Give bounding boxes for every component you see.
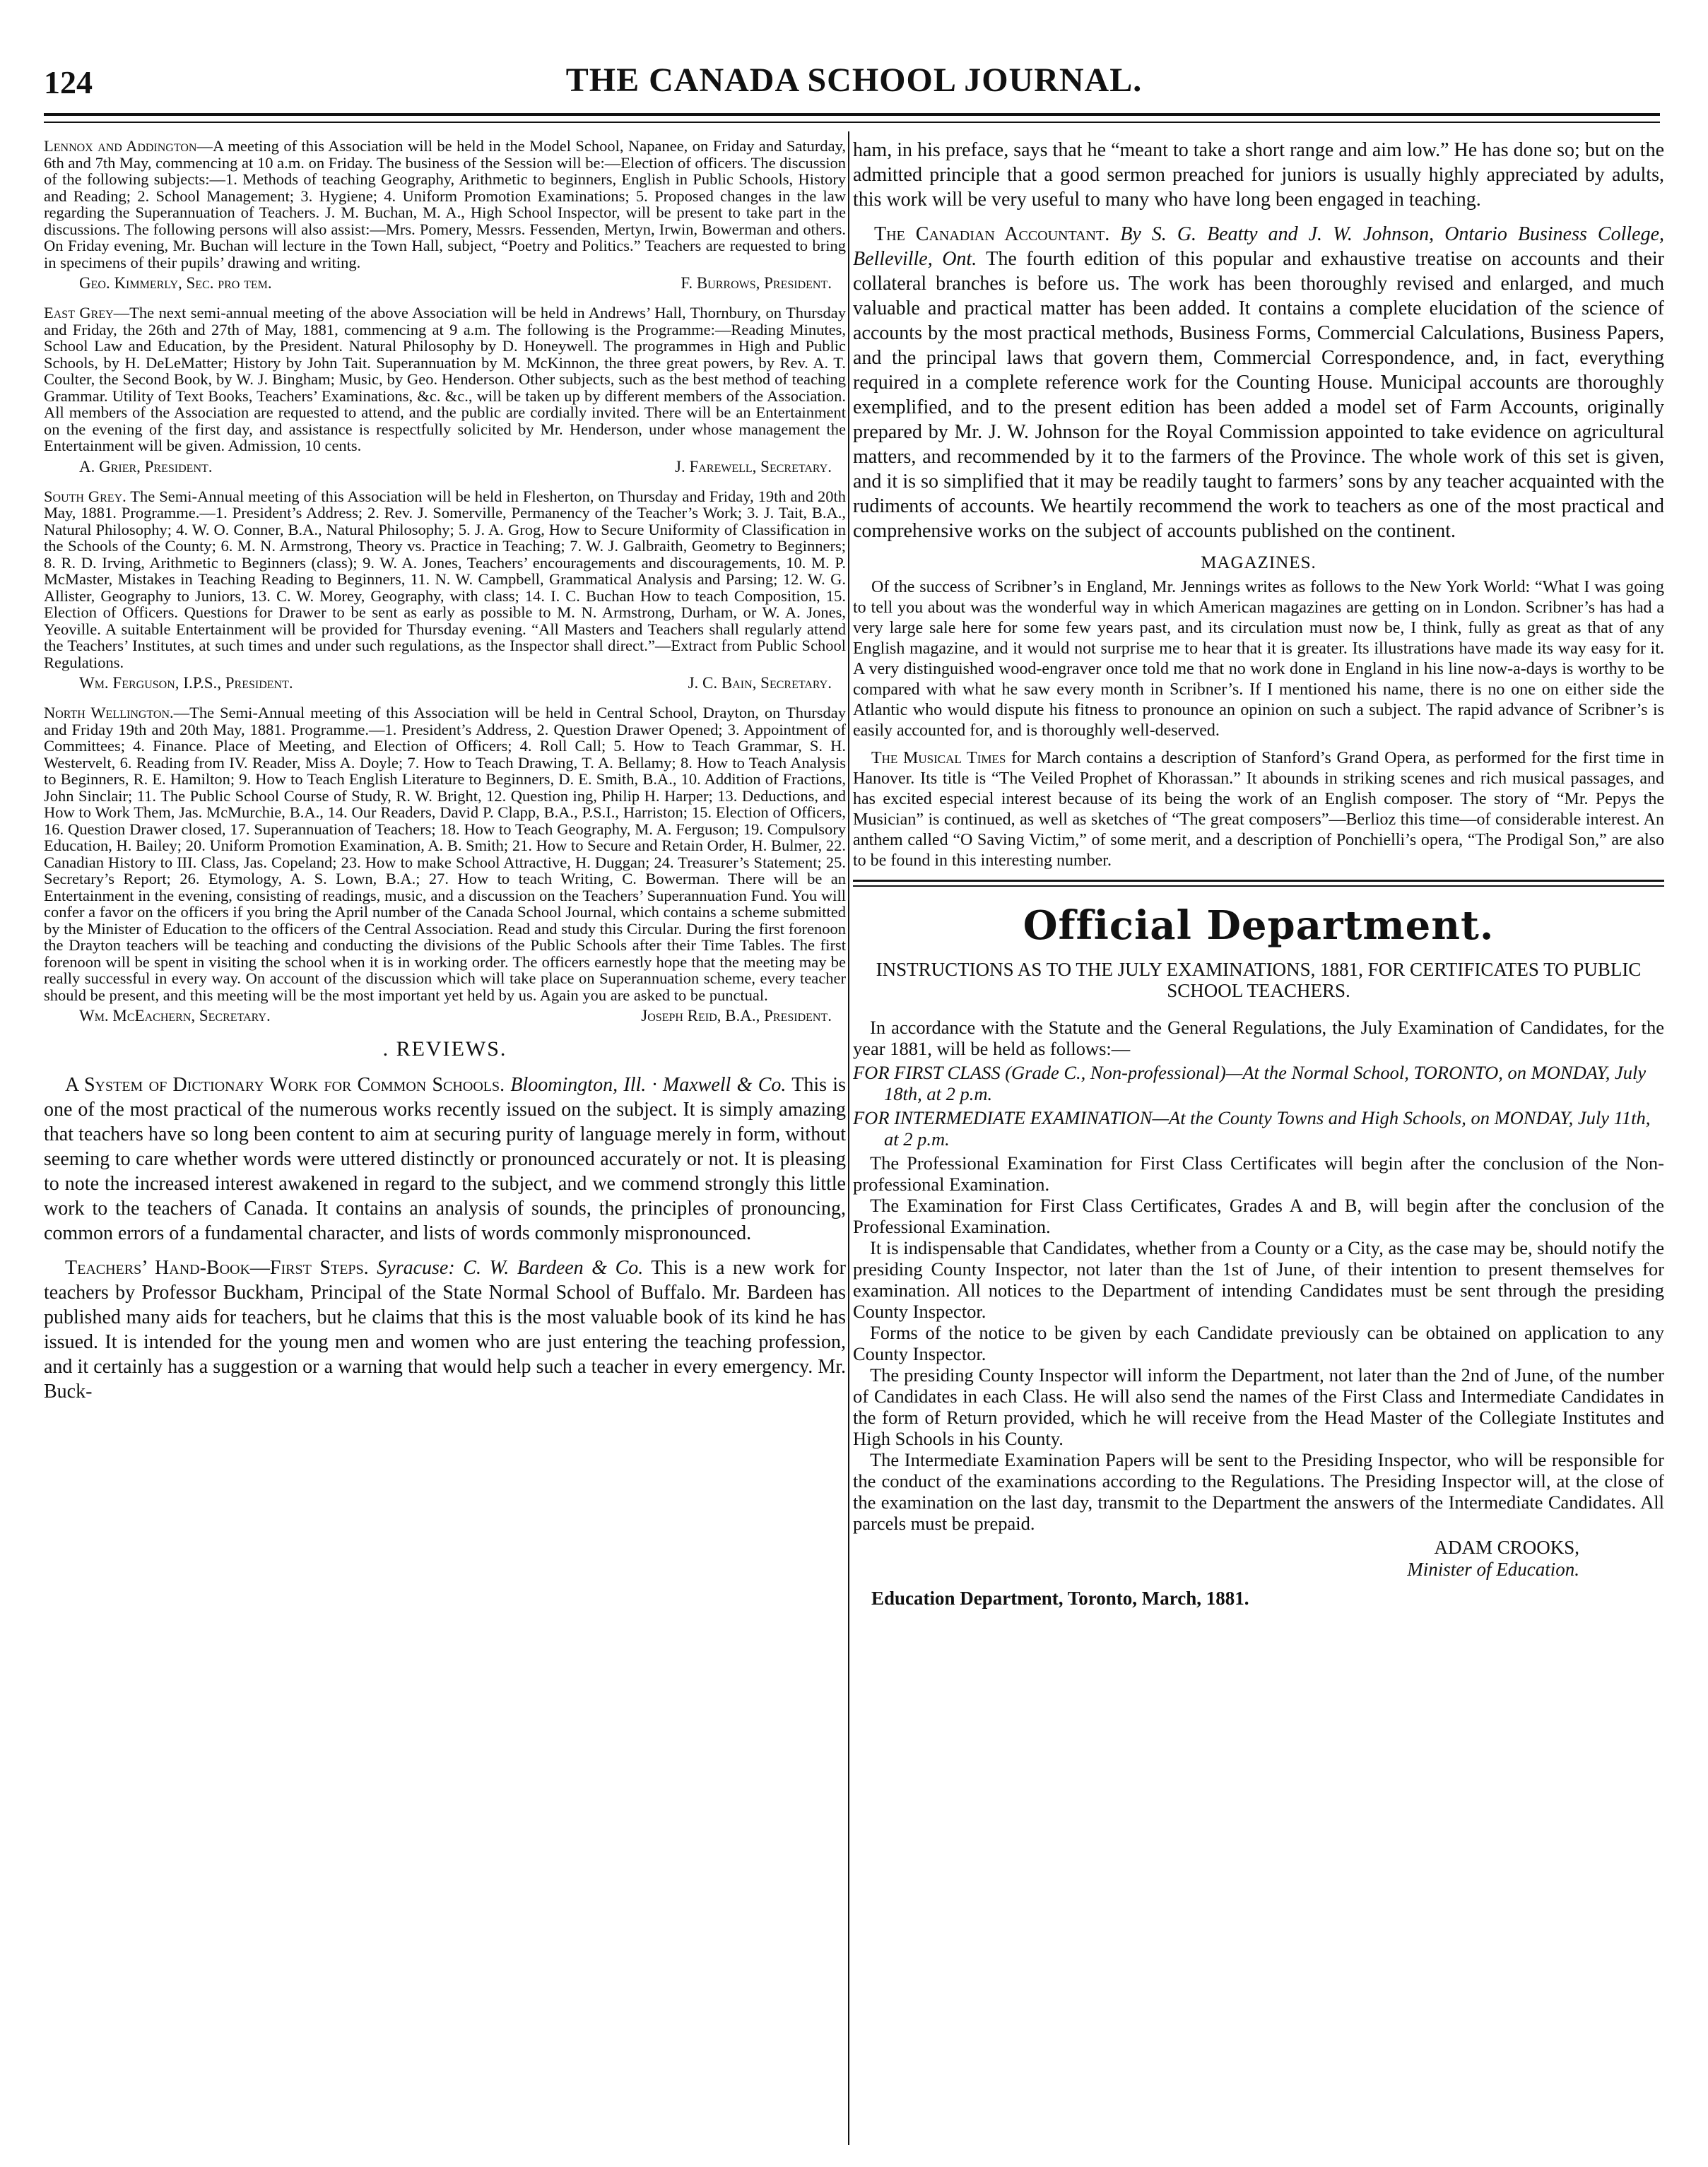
review-canadian-accountant xyxy=(853,222,1664,543)
notice-lead: North Wellington xyxy=(44,704,170,721)
signature-president: A. Grier, President. xyxy=(79,457,213,476)
instructions-heading: INSTRUCTIONS AS TO THE JULY EXAMINATIONS, 1881, FOR CERTIFICATES TO PUBLIC SCHOOL TEACHERS. xyxy=(876,959,1642,1001)
review-dictionary-work xyxy=(44,1073,846,1246)
instruction-paragraph: The Intermediate Examination Papers will be sent to the Presiding Inspector, who will be responsible for the conduct of the examinations according to the Regulations. The Presiding Inspector will, at the close of the examination on the last day, transmit to the Department the answers of the Intermediate Candidates. All parcels must be prepaid. xyxy=(853,1449,1664,1534)
notice-signatures xyxy=(58,459,832,476)
notice-lead: East Grey xyxy=(44,304,114,321)
signatory-title: Minister of Education. xyxy=(1407,1559,1579,1580)
notice-lead: Lennox and Addington xyxy=(44,138,197,155)
section-divider xyxy=(853,880,1664,887)
notice-signatures xyxy=(58,675,832,692)
magazine-lead: The Musical Times xyxy=(871,749,1006,767)
magazines-heading: MAGAZINES. xyxy=(1201,553,1317,572)
signature-secretary: J. C. Bain, Secretary. xyxy=(688,674,832,692)
instructions-intro: In accordance with the Statute and the General Regulations, the July Examination of Candidates, for the year 1881, will be held as follows:— xyxy=(853,1017,1664,1059)
instruction-paragraph: Forms of the notice to be given by each Candidate previously can be obtained on application to any County Inspector. xyxy=(853,1322,1664,1364)
review-text: This is a new work for teachers by Professor Buckham, Principal of the State Normal School of Buffalo. Mr. Bardeen has published many aids for teachers, but he claims that this is the most valuable book of its kind he has issued. It is intended for the young men and women who are just entering the teaching profession, and it certainly has a suggestion or a warning that would help such a teacher in every emergency. Mr. Buck- xyxy=(44,1257,846,1403)
review-publisher: By S. G. Beatty and J. W. Johnson, Ontario Business College, Belleville, Ont. xyxy=(853,223,1664,270)
dateline: Education Department, Toronto, March, 1881. xyxy=(871,1588,1249,1609)
column-divider xyxy=(848,131,849,2145)
magazine-text: for March contains a description of Stanford’s Grand Opera, as performed for the first time in Hanover. Its title is “The Veiled Prophet of Khorassan.” It abounds in striking scenes and rich musical passages, and has excited especial interest because of its being the work of an English composer. The story of “Mr. Pepys the Musician” is continued, as well as sketches of “The great composers”—Berlioz this time—of considerable interest. An anthem called “O Saving Victim,” of some merit, and a description of Ponchielli’s opera, “The Prodigal Son,” are also to be found in this interesting number. xyxy=(853,749,1664,870)
notice-south-grey xyxy=(44,488,846,692)
notice-signatures xyxy=(58,1008,832,1025)
signatory-name: ADAM CROOKS, xyxy=(1434,1537,1579,1558)
running-head: THE CANADA SCHOOL JOURNAL. xyxy=(565,61,1143,99)
instruction-paragraph: It is indispensable that Candidates, whether from a County or a City, as the case may be, should notify the presiding County Inspector, not later than the 1st of June, of their intention to present themselves for examination. All notices to the Department of intending Candidates must be sent through the presiding County Inspector. xyxy=(853,1237,1664,1322)
instruction-paragraph: The Examination for First Class Certificates, Grades A and B, will begin after the conclusion of the Professional Examination. xyxy=(853,1195,1664,1237)
notice-text: —A meeting of this Association will be held in the Model School, Napanee, on Friday and Saturday, 6th and 7th May, commencing at 10 a.m. on Friday. The business of the Session will be:—Election of officers. The discussion of the following subjects:—1. Methods of teaching Geography, Arithmetic to beginners, English in Public Schools, History and Reading; 2. School Management; 3. Hygiene; 4. Uniform Promotion Examinations; 5. Proposed changes in the law regarding the Superannuation of Teachers. J. M. Buchan, M. A., High School Inspector, will be present to take part in the discussions. The following persons will also assist:—Mrs. Pomery, Messrs. Fessenden, Mertyn, Irwin, Bowerman and others. On Friday evening, Mr. Buchan will lecture in the Town Hall, subject, “Poetry and Politics.” Teachers are requested to bring in specimens of their pupils’ drawing and writing. xyxy=(44,138,846,271)
header-rule-thin xyxy=(44,122,1660,123)
notice-east-grey xyxy=(44,305,846,476)
notice-north-wellington xyxy=(44,704,846,1025)
signature-president: F. Burrows, President. xyxy=(681,274,832,292)
notice-lennox xyxy=(44,138,846,292)
notice-lead: South Grey xyxy=(44,487,123,505)
review-title: A System of Dictionary Work for Common Schools. xyxy=(65,1074,505,1096)
notice-text: . The Semi-Annual meeting of this Association will be held in Flesherton, on Thursday and Friday, 19th and 20th May, 1881. Programme.—1. President’s Address; 2. Rev. J. Somerville, Permanency of the Teacher’s Work; 3. J. Tait, B.A., Natural Philosophy; 4. W. O. Conner, B.A., Natural Philosophy; 5. J. A. Grog, How to Secure Uniformity of Classification in the Schools of the County; 6. M. N. Armstrong, Theory vs. Practice in Teaching; 7. W. J. Galbraith, Geometry to Beginners; 8. R. D. Irving, Arithmetic to Beginners (class); 9. W. A. Jones, Teachers’ encouragements and discouragements, 10. M. P. McMaster, Mistakes in Teaching Reading to Beginners, 11. N. W. Campbell, Grammatical Analysis and Parsing; 12. W. G. Allister, Geography to Juniors, 13. C. W. Morey, Geography, with class; 14. I. C. Buchan How to teach Composition, 15. Election of Officers. Questions for Drawer to be sent as early as possible to M. N. Armstrong, Durham, or W. A. Jones, Yeoville. A suitable Entertainment will be provided for Thursday evening. “All Masters and Teachers shall regularly attend the Teachers’ Institutes, at such times and under such regulations, as the Inspector shall direct.”—Extract from Public School Regulations. xyxy=(44,487,846,671)
signature-president: Wm. Ferguson, I.P.S., President. xyxy=(79,674,293,692)
magazine-text: Of the success of Scribner’s in England, Mr. Jennings writes as follows to the New York World: “What I was going to tell you about was the wonderful way in which American magazines are getting on in London. Scribner’s has had a very large sale here for some few years past, and its circulation must now be, I think, fully as great as that of any English magazine, and it would not surprise me to hear that it is greater. Its illustrations have made its way easy for it. A very distinguished wood-engraver once told me that no work done in England in his line now-a-days is worthy to be compared with what he saw every month in Scribner’s. If I mentioned his name, there is no one on either side the Atlantic who would dispute his fitness to pronounce an opinion on such a subject. The rapid advance of Scribner’s is easily accounted for, and is thoroughly well-deserved. xyxy=(853,578,1664,740)
reviews-heading: . REVIEWS. xyxy=(382,1037,507,1061)
review-publisher: Syracuse: C. W. Bardeen & Co. xyxy=(377,1257,644,1279)
review-text: This is one of the most practical of the numerous works recently issued on the subject. It is simply amazing that teachers have so long been content to aim at securing purity of language merely in form, without seeming to care whether words were uttered distinctly or pronounced accurately or not. It is pleasing to note the increased interest awakened in regard to the subject, and we commend strongly this little work to the teachers of Canada. It contains an analysis of sounds, the principles of pronouncing, common errors of a fundamental character, and lists of words commonly mispronounced. xyxy=(44,1074,846,1244)
review-title: The Canadian Accountant. xyxy=(874,223,1110,245)
right-column xyxy=(853,138,1664,2144)
instruction-paragraph: The presiding County Inspector will inform the Department, not later than the 2nd of June, of the number of Candidates in each Class. He will also send the names of the First Class and Intermediate Candidates in the form of Return provided, which he will receive from the Head Master of the Collegiate Institutes and High Schools in his County. xyxy=(853,1364,1664,1449)
notice-signatures xyxy=(58,275,832,292)
review-publisher: Bloomington, Ill. · Maxwell & Co. xyxy=(510,1074,787,1096)
signature-secretary: Geo. Kimmerly, Sec. pro tem. xyxy=(79,274,272,292)
page-number: 124 xyxy=(44,64,93,100)
instruction-paragraph: The Professional Examination for First Class Certificates will begin after the conclusion of the Non-professional Examination. xyxy=(853,1152,1664,1195)
header-rule xyxy=(44,113,1660,116)
signature-president: Joseph Reid, B.A., President. xyxy=(641,1007,832,1025)
review-text: The fourth edition of this popular and exhaustive treatise on accounts and their collateral branches is before us. The work has been thoroughly revised and enlarged, and much valuable and practical matter has been added. It contains a complete elucidation of the science of accounts by the most practical methods, Business Forms, Commercial Calculations, Business Papers, and the principal laws that govern them, Commercial Correspondence, and, in fact, everything required in a complete reference work for the Counting House. Municipal accounts are thoroughly exemplified, and to the present edition has been added a model set of Farm Accounts, originally prepared by Mr. J. W. Johnson for the Royal Commission appointed to take evidence on agricultural matters, and recommended by it to the farmers of the Province. The whole work of this set is given, and it is so simplified that it may be readily taught to farmers’ sons by any teacher acquainted with the rudiments of accounts. We heartily recommend the work to teachers as one of the most practical and comprehensive works on the subject of accounts published on the continent. xyxy=(853,248,1664,542)
first-class-exam: FOR FIRST CLASS (Grade C., Non-professional)—At the Normal School, TORONTO, on MONDAY, July 18th, at 2 p.m. xyxy=(853,1062,1647,1104)
official-department-title: Official Department. xyxy=(1023,902,1495,949)
notice-text: .—The Semi-Annual meeting of this Association will be held in Central School, Drayton, on Thursday and Friday 19th and 20th May, 1881. Programme.—1. President’s Address, 2. Question Drawer Opened; 3. Appointment of Committees; 4. Finance. Place of Meeting, and Election of Officers; 4. Roll Call; 5. How to Teach Grammar, S. H. Westervelt, 6. Reading from IV. Reader, Miss A. Doyle; 7. How to Teach Drawing, T. A. Bellamy; 8. How to Teach Analysis to Beginners, R. E. Hamilton; 9. How to Teach English Literature to Beginners, D. E. Smith, B.A., 10. Addition of Fractions, John Sinclair; 11. The Public School Course of Study, R. W. Bright, 12. Question ing, Philip H. Harper; 13. Deductions, and How to Work Them, Jas. McMurchie, B.A., 14. Our Readers, David P. Clapp, B.A., P.S.I., Harriston; 15. Election of Officers, 16. Question Drawer closed, 17. Superannuation of Teachers; 18. How to Teach Geography, M. A. Ferguson; 19. Compulsory Education, H. Bailey; 20. Uniform Promotion Examination, A. B. Smith; 21. How to Secure and Retain Order, H. Bulmer, 22. Canadian History to III. Class, Jas. Copeland; 23. How to make School Attractive, H. Duggan; 24. Treasurer’s Statement; 25. Secretary’s Report; 26. Etymology, A. S. Lown, B.A.; 27. How to teach Writing, C. Bowerman. There will be an Entertainment in the evening, consisting of readings, music, and a discussion on the Teachers’ Superannuation Fund. You will confer a favor on the officers if you bring the April number of the Canada School Journal, which contains a scheme submitted by the Minister of Education to the officers of the Central Association. Read and study this Circular. During the first forenoon the Drayton teachers will be teaching and conducting the divisions of the Public Schools after their Time Tables. The first forenoon will be spent in visiting the school when it is in working order. The officers earnestly hope that the meeting may be really successful in every way. On account of the discussion which will take place on Superannuation scheme, every teacher should be present, and this meeting will be the most important yet held by us. Again you are asked to be punctual. xyxy=(44,704,846,1004)
left-column xyxy=(44,138,846,2144)
notice-text: —The next semi-annual meeting of the above Association will be held in Andrews’ Hall, Thornbury, on Thursday and Friday, the 26th and 27th of May, 1881, commencing at 9 a.m. The following is the Programme:—Reading Minutes, School Law and Education, by the President. Natural Philosophy by D. Honeywell. The programmes in High and Public Schools, by H. DeLeMatter; History by John Tait. Superannuation by M. McKinnon, the three great powers, by Rev. A. T. Coulter, the Second Book, by W. J. Bingham; Music, by Geo. Henderson. Other subjects, such as the best method of teaching Grammar. Utility of Text Books, Teachers’ Examinations, &c. &c., will be taken up by different members of the Association. All members of the Association are requested to attend, and the public are cordially invited. There will be an Entertainment on the evening of the first day, and assistance is respectfully solicited by Mr. Henderson, under whose management the Entertainment will be given. Admission, 10 cents. xyxy=(44,304,846,454)
intermediate-exam: FOR INTERMEDIATE EXAMINATION—At the County Towns and High Schools, on MONDAY, July 11th, at 2 p.m. xyxy=(853,1107,1651,1150)
signature-secretary: J. Farewell, Secretary. xyxy=(675,457,832,476)
review-title: Teachers’ Hand-Book—First Steps. xyxy=(65,1257,369,1279)
magazine-item-musical-times xyxy=(853,748,1664,871)
magazine-item-scribners xyxy=(853,577,1664,741)
review-teachers-handbook xyxy=(44,1256,846,1404)
review-continued: ham, in his preface, says that he “meant to take a short range and aim low.” He has done so; but on the admitted principle that a good sermon preached for juniors is usually highly appreciated by adults, this work will be very useful to many who have long been engaged in teaching. xyxy=(853,139,1664,211)
signature-secretary: Wm. McEachern, Secretary. xyxy=(79,1007,271,1025)
signature-block xyxy=(853,1537,1664,1581)
